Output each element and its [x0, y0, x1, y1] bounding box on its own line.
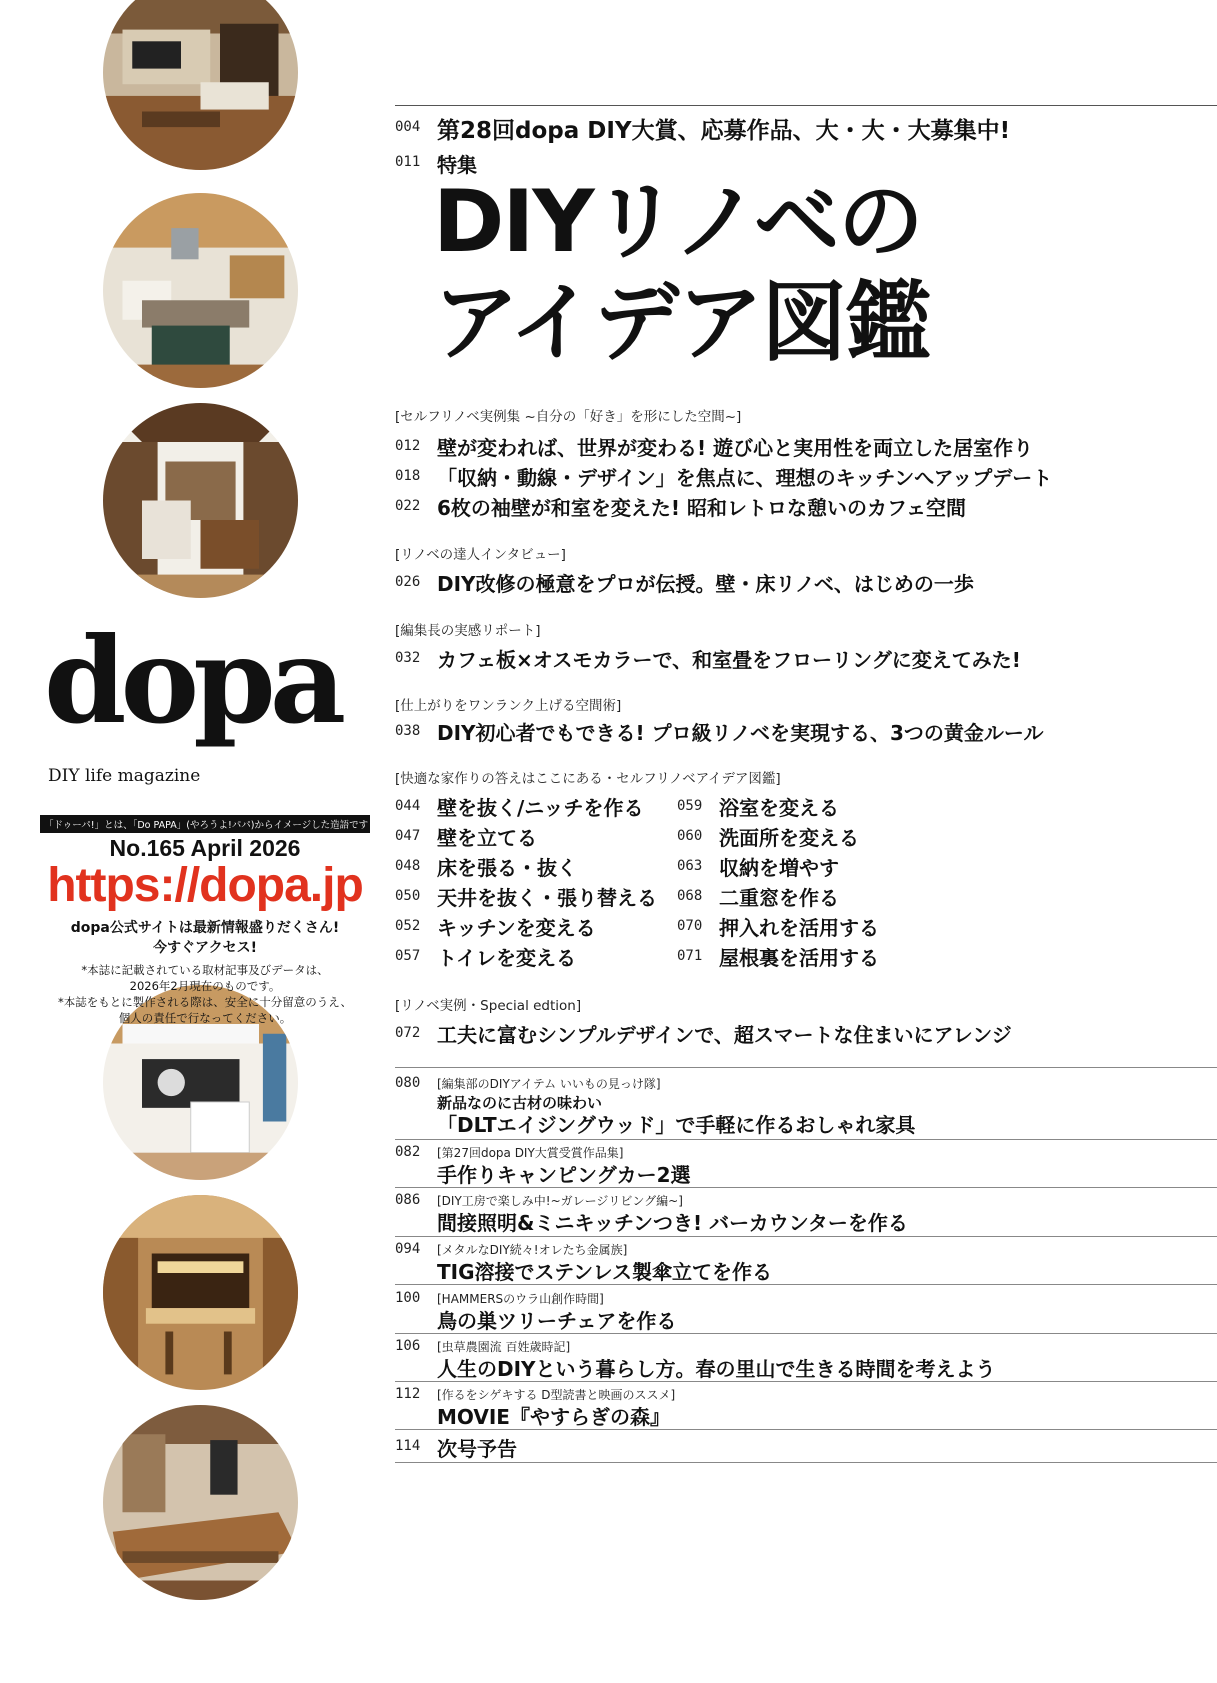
toc-title[interactable]: 洗面所を変える: [719, 826, 859, 850]
toc-num: 032: [395, 650, 421, 666]
divider: [395, 1139, 1217, 1140]
site-cta: [40, 918, 370, 958]
photo-kitchen: [103, 193, 298, 388]
toc-num: 044: [395, 798, 421, 814]
disclaimer-line3: *本誌をもとに製作される際は、安全に十分留意のうえ、: [58, 995, 352, 1009]
feature-headline-line2[interactable]: アイデア図鑑: [433, 273, 930, 373]
regular-bracket: [メタルなDIY続々!オレたち金属族]: [437, 1243, 628, 1257]
toc-title[interactable]: 壁が変われば、世界が変わる! 遊び心と実用性を両立した居室作り: [437, 436, 1034, 460]
toc-num: 052: [395, 918, 421, 934]
photo-cafe-room: [103, 403, 298, 598]
divider: [395, 1067, 1217, 1068]
toc-title[interactable]: 押入れを活用する: [719, 916, 879, 940]
disclaimer: [40, 962, 370, 1026]
feature-num: 011: [395, 154, 421, 170]
toc-num: 100: [395, 1290, 421, 1306]
toc-title[interactable]: 鳥の巣ツリーチェアを作る: [437, 1309, 677, 1333]
toc-title[interactable]: トイレを変える: [437, 946, 576, 970]
brand-note: 「ドゥーパ!」とは、「Do PAPA」(やろうよ!パパ)からイメージした造語です: [40, 815, 370, 833]
toc-num: 048: [395, 858, 421, 874]
section-bracket: [リノベ実例・Special edtion]: [395, 998, 582, 1014]
toc-title[interactable]: 次号予告: [437, 1437, 517, 1461]
divider: [395, 1333, 1217, 1334]
toc-title[interactable]: 「収納・動線・デザイン」を焦点に、理想のキッチンへアップデート: [437, 466, 1053, 490]
toc-title[interactable]: 人生のDIYという暮らし方。春の里山で生きる時間を考えよう: [437, 1357, 996, 1381]
toc-num: 050: [395, 888, 421, 904]
feature-headline-line1[interactable]: DIYリノベの: [433, 172, 922, 272]
toc-num: 112: [395, 1386, 421, 1402]
site-cta-line2: 今すぐアクセス!: [153, 940, 257, 956]
toc-num: 094: [395, 1241, 421, 1257]
site-cta-line1: dopa公式サイトは最新情報盛りだくさん!: [70, 920, 340, 936]
toc-title[interactable]: TIG溶接でステンレス製傘立てを作る: [437, 1260, 772, 1284]
disclaimer-line1: *本誌に記載されている取材記事及びデータは、: [81, 963, 329, 977]
section-bracket: [快適な家作りの答えはここにある・セルフリノベアイデア図鑑]: [395, 771, 781, 787]
toc-title[interactable]: 収納を増やす: [719, 856, 839, 880]
photo-dining: [103, 1405, 298, 1600]
toc-title[interactable]: 壁を立てる: [437, 826, 537, 850]
toc-num: 022: [395, 498, 421, 514]
toc-title[interactable]: カフェ板×オスモカラーで、和室畳をフローリングに変えてみた!: [437, 648, 1021, 672]
toc-title[interactable]: 床を張る・抜く: [437, 856, 577, 880]
toc-num: 059: [677, 798, 703, 814]
toc-title[interactable]: キッチンを変える: [437, 916, 596, 940]
toc-num: 082: [395, 1144, 421, 1160]
dopa-logo: [40, 611, 370, 800]
regular-bracket: [編集部のDIYアイテム いいもの見っけ隊]: [437, 1077, 661, 1091]
toc-num: 080: [395, 1075, 421, 1091]
section-bracket: [セルフリノベ実例集 ~自分の「好き」を形にした空間~]: [395, 409, 742, 425]
logo-wordmark: dopa: [44, 611, 341, 750]
toc-title[interactable]: DIY改修の極意をプロが伝授。壁・床リノベ、はじめの一歩: [437, 572, 974, 596]
toc-title[interactable]: 壁を抜く/ニッチを作る: [437, 796, 644, 820]
toc-num: 068: [677, 888, 703, 904]
toc-title[interactable]: 第28回dopa DIY大賞、応募作品、大・大・大募集中!: [437, 118, 1011, 144]
photo-living-room: [103, 0, 298, 170]
regular-bracket: [DIY工房で楽しみ中!~ガレージリビング編~]: [437, 1194, 683, 1208]
toc-num: 063: [677, 858, 703, 874]
regular-subtitle: 新品なのに古材の味わい: [437, 1094, 603, 1112]
regular-bracket: [作るをシゲキする D型読書と映画のススメ]: [437, 1388, 676, 1402]
toc-num: 047: [395, 828, 421, 844]
table-of-contents: [395, 0, 1217, 1683]
regular-bracket: [第27回dopa DIY大賞受賞作品集]: [437, 1146, 624, 1160]
feature-label: 特集: [437, 153, 477, 177]
toc-title[interactable]: 浴室を変える: [719, 796, 839, 820]
toc-title[interactable]: 二重窓を作る: [719, 886, 839, 910]
toc-title[interactable]: 屋根裏を活用する: [719, 946, 879, 970]
toc-title[interactable]: 手作りキャンピングカー2選: [437, 1163, 691, 1187]
section-bracket: [リノベの達人インタビュー]: [395, 547, 566, 563]
divider: [395, 1381, 1217, 1382]
photo-bar-counter: [103, 1195, 298, 1390]
toc-num: 106: [395, 1338, 421, 1354]
divider: [395, 1429, 1217, 1430]
toc-num: 060: [677, 828, 703, 844]
toc-num: 018: [395, 468, 421, 484]
divider: [395, 1187, 1217, 1188]
toc-num: 086: [395, 1192, 421, 1208]
toc-num: 038: [395, 723, 421, 739]
toc-num: 012: [395, 438, 421, 454]
section-bracket: [仕上がりをワンランク上げる空間術]: [395, 698, 622, 714]
toc-num: 004: [395, 119, 421, 135]
site-url[interactable]: https://dopa.jp: [47, 859, 363, 912]
regular-bracket: [HAMMERSのウラ山創作時間]: [437, 1292, 604, 1306]
section-bracket: [編集長の実感リポート]: [395, 623, 541, 639]
divider: [395, 105, 1217, 106]
disclaimer-line2: 2026年2月現在のものです。: [129, 979, 281, 993]
divider: [395, 1284, 1217, 1285]
regular-bracket: [虫草農園流 百姓歳時記]: [437, 1340, 571, 1354]
toc-num: 072: [395, 1025, 421, 1041]
toc-title[interactable]: 「DLTエイジングウッド」で手軽に作るおしゃれ家具: [437, 1113, 916, 1137]
divider: [395, 1236, 1217, 1237]
toc-title[interactable]: MOVIE『やすらぎの森』: [437, 1405, 670, 1429]
logo-tagline: DIY life magazine: [48, 766, 201, 786]
toc-num: 026: [395, 574, 421, 590]
toc-num: 071: [677, 948, 703, 964]
issue-number: No.165 April 2026: [109, 835, 301, 861]
toc-title[interactable]: 天井を抜く・張り替える: [437, 886, 657, 910]
toc-num: 057: [395, 948, 421, 964]
toc-title[interactable]: 間接照明&ミニキッチンつき! バーカウンターを作る: [437, 1211, 908, 1235]
toc-num: 070: [677, 918, 703, 934]
disclaimer-line4: 個人の責任で行なってください。: [118, 1011, 292, 1025]
toc-title[interactable]: 工夫に富むシンプルデザインで、超スマートな住まいにアレンジ: [437, 1023, 1012, 1047]
divider: [395, 1462, 1217, 1463]
toc-title[interactable]: 6枚の袖壁が和室を変えた! 昭和レトロな憩いのカフェ空間: [437, 496, 966, 520]
toc-title[interactable]: DIY初心者でもできる! プロ級リノベを実現する、3つの黄金ルール: [437, 721, 1044, 745]
toc-num: 114: [395, 1438, 421, 1454]
